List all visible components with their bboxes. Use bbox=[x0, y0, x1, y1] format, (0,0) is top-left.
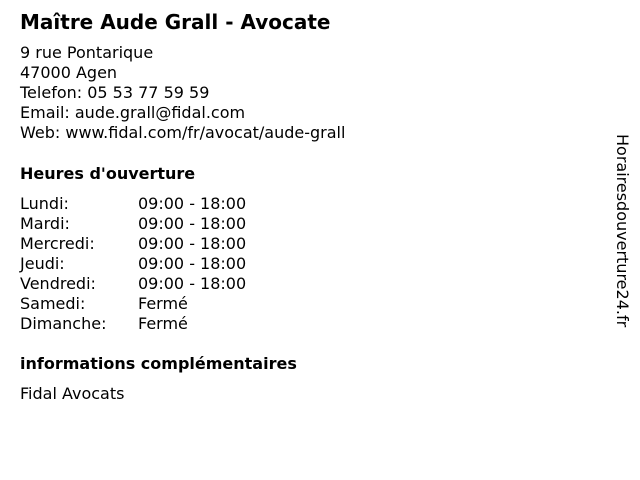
hours-time: Fermé bbox=[138, 314, 188, 333]
hours-day: Mardi: bbox=[20, 214, 70, 233]
site-watermark: Horairesdouverture24.fr bbox=[613, 134, 632, 328]
hours-day: Samedi: bbox=[20, 294, 86, 313]
hours-time: 09:00 - 18:00 bbox=[138, 254, 247, 273]
hours-day: Jeudi: bbox=[20, 254, 65, 273]
hours-row bbox=[20, 254, 246, 274]
email-address: Email: aude.grall@fidal.com bbox=[20, 103, 246, 122]
street-address: 9 rue Pontarique bbox=[20, 43, 154, 62]
hours-day: Dimanche: bbox=[20, 314, 107, 333]
hours-row bbox=[20, 294, 246, 314]
city: 47000 Agen bbox=[20, 63, 118, 82]
website: Web: www.fidal.com/fr/avocat/aude-grall bbox=[20, 123, 346, 142]
hours-time: 09:00 - 18:00 bbox=[138, 214, 247, 233]
phone-number: Telefon: 05 53 77 59 59 bbox=[20, 83, 210, 102]
additional-info-text: Fidal Avocats bbox=[20, 384, 125, 403]
hours-row bbox=[20, 214, 246, 234]
opening-hours-heading: Heures d'ouverture bbox=[20, 164, 196, 183]
hours-time: Fermé bbox=[138, 294, 188, 313]
hours-time: 09:00 - 18:00 bbox=[138, 194, 247, 213]
hours-row bbox=[20, 314, 246, 334]
hours-day: Lundi: bbox=[20, 194, 69, 213]
opening-hours-table bbox=[20, 194, 246, 334]
hours-day: Vendredi: bbox=[20, 274, 96, 293]
hours-time: 09:00 - 18:00 bbox=[138, 234, 247, 253]
additional-info-heading: informations complémentaires bbox=[20, 354, 297, 373]
contact-block bbox=[20, 43, 345, 143]
business-title: Maître Aude Grall - Avocate bbox=[20, 10, 331, 34]
hours-row bbox=[20, 274, 246, 294]
hours-day: Mercredi: bbox=[20, 234, 95, 253]
hours-row bbox=[20, 194, 246, 214]
hours-time: 09:00 - 18:00 bbox=[138, 274, 247, 293]
hours-row bbox=[20, 234, 246, 254]
